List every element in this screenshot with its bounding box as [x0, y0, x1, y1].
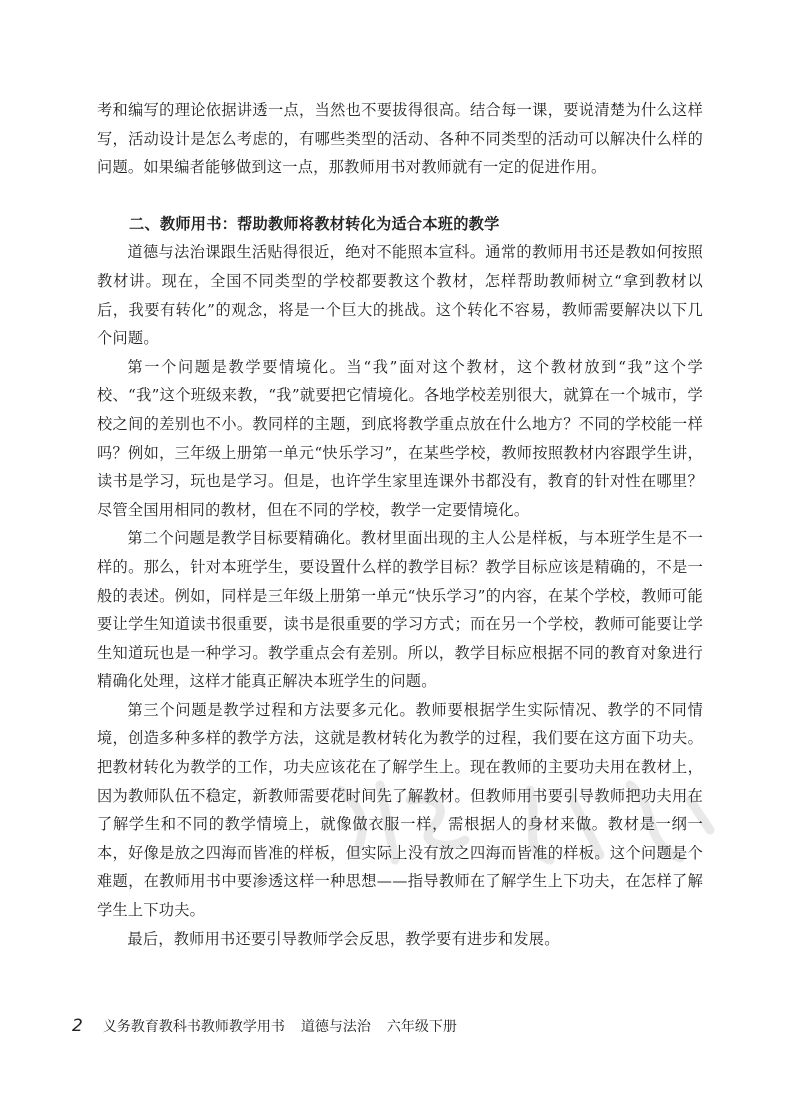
- section-heading: 二、教师用书：帮助教师将教材转化为适合本班的教学: [129, 214, 500, 233]
- grade-label: 六年级下册: [386, 1019, 457, 1035]
- paragraph: 第三个问题是教学过程和方法要多元化。教师要根据学生实际情况、教学的不同情境，创造多种多样的教学方法，这就是教材转化为教学的过程，我们要在这方面下功夫。把教材转化为教学的工作，功夫应该花在了解学生上。现在教师的主要功夫用在教材上，因为教师队伍不稳定，新教师需要花时间先了解教材。但教师用书要引导教师把功夫用在了解学生和不同的教学情境上，就像做衣服一样，需根据人的身材来做。教材是一纲一本，好像是放之四海而皆准的样板，但实际上没有放之四海而皆准的样板。这个问题是个难题，在教师用书中要渗透这样一种思想——指导教师在了解学生上下功夫，在怎样了解学生上下功夫。: [97, 700, 703, 920]
- intro-paragraph: 考和编写的理论依据讲透一点，当然也不要拔得很高。结合每一课，要说清楚为什么这样写，活动设计是怎么考虑的，有哪些类型的活动、各种不同类型的活动可以解决什么样的问题。如果编者能够做到这一点，那教师用书对教师就有一定的促进作用。: [97, 101, 703, 177]
- watermark-image: [300, 770, 730, 870]
- paragraph: 第二个问题是教学目标要精确化。教材里面出现的主人公是样板，与本班学生是不一样的。那么，针对本班学生，要设置什么样的教学目标？教学目标应该是精确的，不是一般的表述。例如，同样是三年级上册第一单元“快乐学习”的内容，在某个学校，教师可能要让学生知道读书很重要，读书是很重要的学习方式；而在另一个学校，教师可能要让学生知道玩也是一种学习。教学重点会有差别。所以，教学目标应根据不同的教育对象进行精确化处理，这样才能真正解决本班学生的问题。: [97, 529, 703, 691]
- subject-label: 道德与法治: [300, 1019, 371, 1035]
- book-title: 义务教育教科书教师教学用书: [102, 1019, 285, 1035]
- paragraph: 道德与法治课跟生活贴得很近，绝对不能照本宣科。通常的教师用书还是教如何按照教材讲。现在，全国不同类型的学校都要教这个教材，怎样帮助教师树立“拿到教材以后，我要有转化”的观念，将是一个巨大的挑战。这个转化不容易，教师需要解决以下几个问题。: [97, 243, 703, 348]
- page-number: 2: [72, 1016, 83, 1036]
- paragraph: 第一个问题是教学要情境化。当“我”面对这个教材，这个教材放到“我”这个学校、“我”这个班级来教，“我”就要把它情境化。各地学校差别很大，就算在一个城市，学校之间的差别也不小。教同样的主题，到底将教学重点放在什么地方？不同的学校能一样吗？例如，三年级上册第一单元“快乐学习”，在某些学校，教师按照教材内容跟学生讲，读书是学习，玩也是学习。但是，也许学生家里连课外书都没有，教育的针对性在哪里？尽管全国用相同的教材，但在不同的学校，教学一定要情境化。: [97, 357, 703, 519]
- page-footer: [72, 1016, 473, 1036]
- paragraph: 最后，教师用书还要引导教师学会反思，教学要有进步和发展。: [127, 929, 560, 948]
